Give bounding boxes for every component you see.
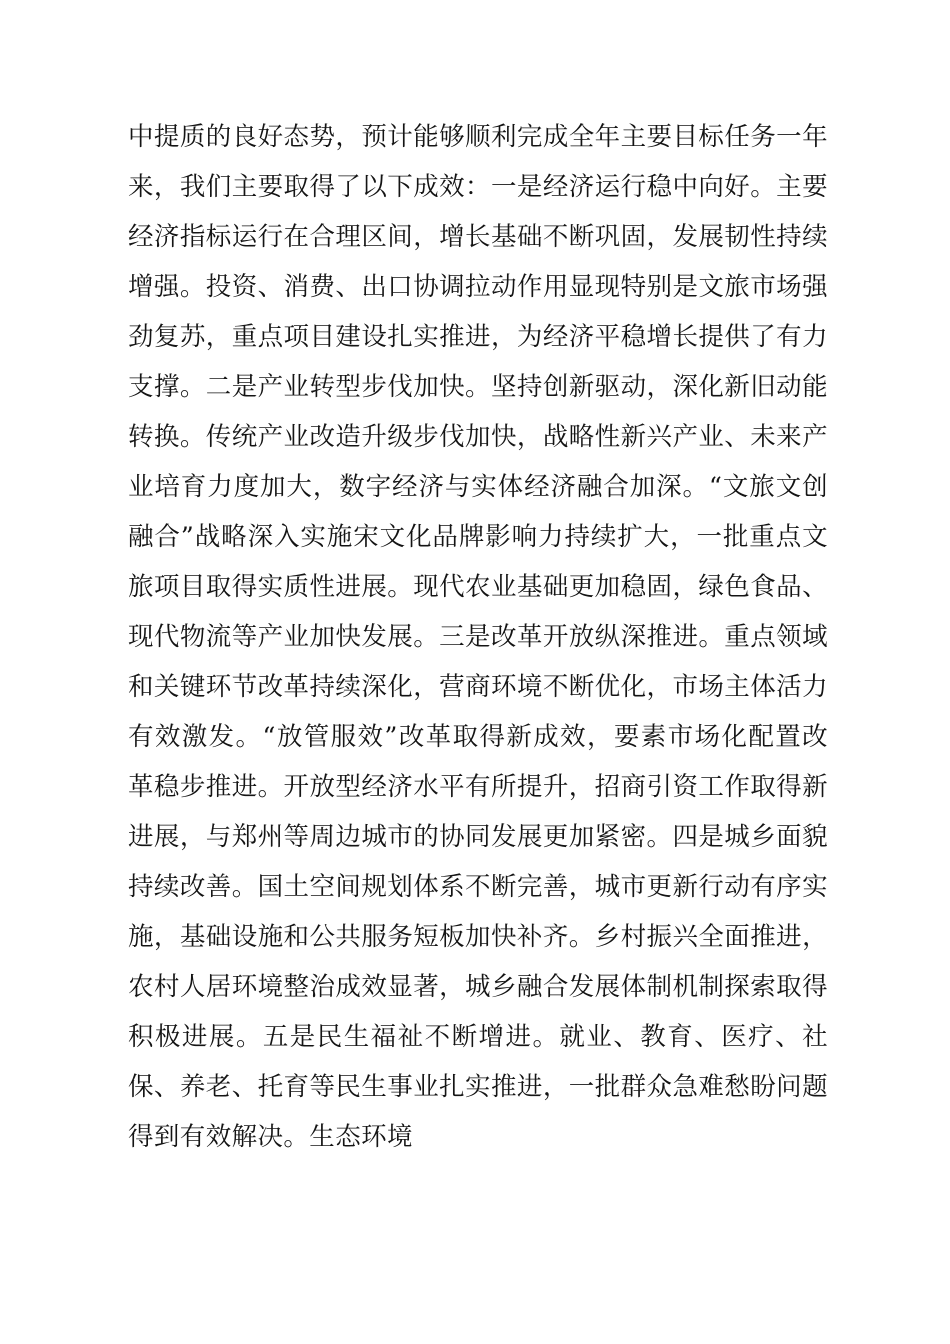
document-text-block <box>128 112 828 1162</box>
body-paragraph: 中提质的良好态势，预计能够顺利完成全年主要目标任务一年来，我们主要取得了以下成效：一是经济运行稳中向好。主要经济指标运行在合理区间，增长基础不断巩固，发展韧性持续增强。投资、消费、出口协调拉动作用显现特别是文旅市场强劲复苏，重点项目建设扎实推进，为经济平稳增长提供了有力支撑。二是产业转型步伐加快。坚持创新驱动，深化新旧动能转换。传统产业改造升级步伐加快，战略性新兴产业、未来产业培育力度加大，数字经济与实体经济融合加深。“文旅文创融合”战略深入实施宋文化品牌影响力持续扩大，一批重点文旅项目取得实质性进展。现代农业基础更加稳固，绿色食品、现代物流等产业加快发展。三是改革开放纵深推进。重点领域和关键环节改革持续深化，营商环境不断优化，市场主体活力有效激发。“放管服效”改革取得新成效，要素市场化配置改革稳步推进。开放型经济水平有所提升，招商引资工作取得新进展，与郑州等周边城市的协同发展更加紧密。四是城乡面貌持续改善。国土空间规划体系不断完善，城市更新行动有序实施，基础设施和公共服务短板加快补齐。乡村振兴全面推进，农村人居环境整治成效显著，城乡融合发展体制机制探索取得积极进展。五是民生福祉不断增进。就业、教育、医疗、社保、养老、托育等民生事业扎实推进，一批群众急难愁盼问题得到有效解决。生态环境 <box>128 122 828 1152</box>
